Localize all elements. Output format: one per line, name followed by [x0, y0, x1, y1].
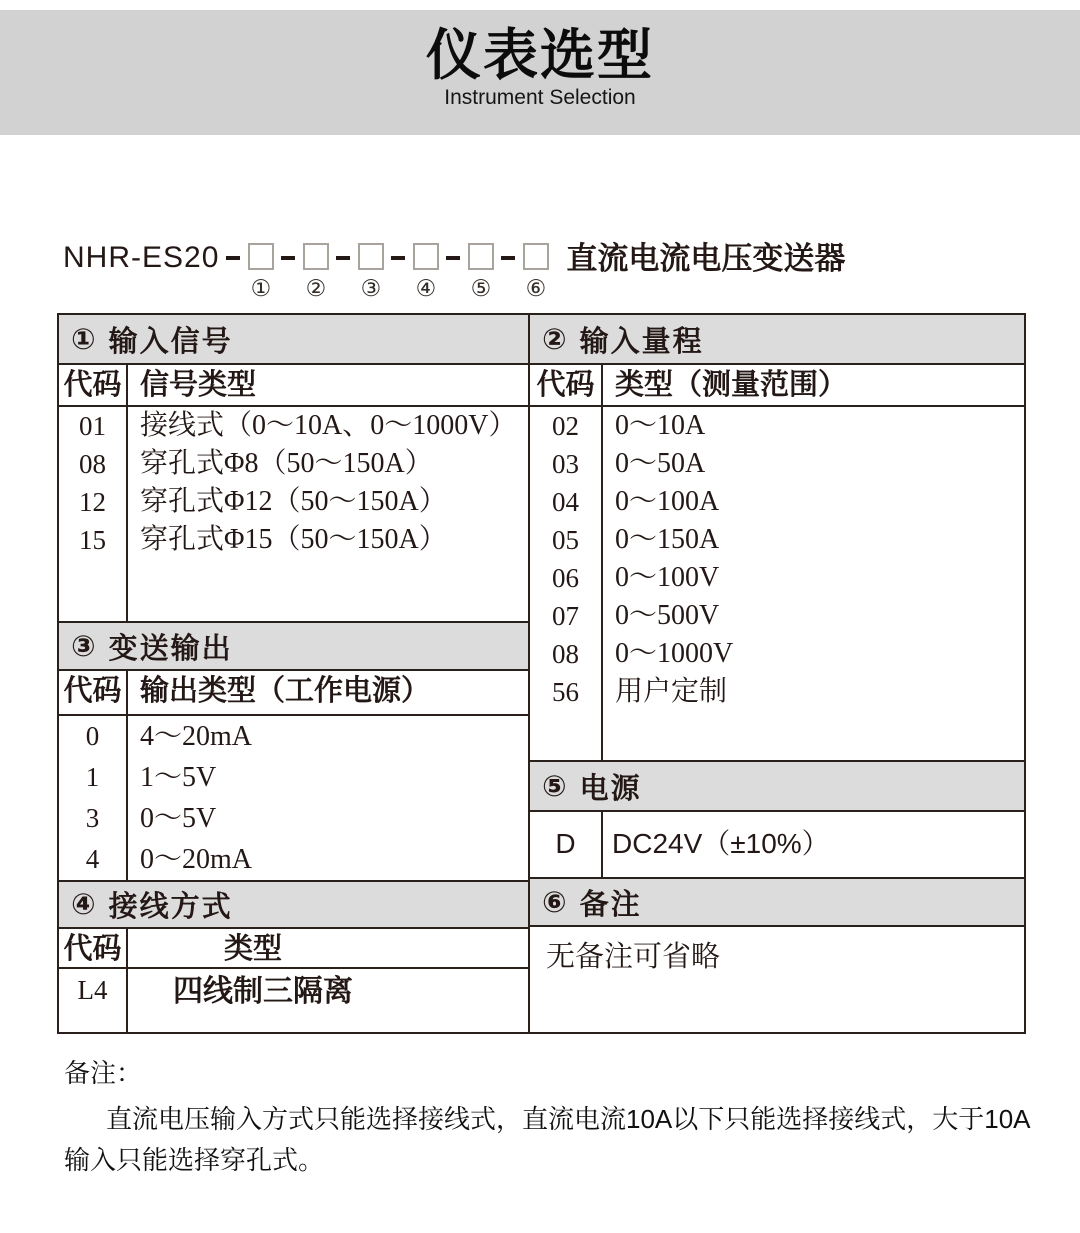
type-value: 0～500V — [615, 600, 720, 631]
type-column-header: 类型（测量范围） — [615, 369, 848, 401]
column-header-row — [59, 365, 528, 407]
code-box — [523, 243, 549, 270]
dash-separator — [446, 256, 460, 260]
footnote-title: 备注： — [64, 1058, 143, 1088]
code-column — [530, 407, 603, 760]
type-value: 穿孔式Φ8（50～150A） — [140, 448, 433, 479]
column-header-row — [530, 365, 1024, 407]
model-description: 直流电流电压变送器 — [566, 241, 846, 276]
code-value: 07 — [552, 601, 579, 631]
code-value: 08 — [552, 639, 579, 669]
type-column-header: 信号类型 — [140, 369, 257, 401]
page-subtitle: Instrument Selection — [444, 86, 636, 109]
remark-body — [530, 927, 1024, 1032]
slot-number: ④ — [415, 276, 437, 301]
dash-separator — [226, 256, 240, 260]
footnote-line-2: 输入只能选择穿孔式。 — [64, 1145, 325, 1175]
code-column — [59, 716, 128, 880]
slot-number: ② — [305, 276, 327, 301]
footnote — [64, 1056, 1054, 1181]
code-value: 03 — [552, 449, 579, 479]
section-header-input-signal — [59, 315, 528, 365]
section-number: ③ — [71, 630, 96, 663]
model-slot-1 — [247, 242, 274, 301]
slot-number: ① — [250, 276, 272, 301]
code-value: 4 — [85, 844, 100, 874]
model-slot-3 — [357, 242, 384, 301]
type-value: 0～100V — [615, 562, 720, 593]
power-rows — [530, 812, 1024, 879]
wiring-rows — [59, 969, 528, 1032]
type-value: 接线式（0～10A、0～1000V） — [140, 410, 517, 441]
code-value: 05 — [552, 525, 579, 555]
code-column — [530, 812, 603, 877]
type-value: DC24V（±10%） — [612, 828, 830, 859]
type-column — [603, 407, 1024, 760]
code-value: L4 — [77, 975, 108, 1005]
type-value: 0～100A — [615, 486, 720, 517]
footnote-line-1: 直流电压输入方式只能选择接线式，直流电流10A以下只能选择接线式，大于10A — [106, 1104, 1031, 1134]
code-column — [59, 407, 128, 621]
section-title: 输入量程 — [579, 325, 704, 358]
section-header-wiring — [59, 882, 528, 929]
code-value: 56 — [552, 677, 579, 707]
code-value: D — [555, 828, 576, 859]
type-value: 用户定制 — [615, 676, 728, 707]
type-value: 0～150A — [615, 524, 720, 555]
code-column-header: 代码 — [59, 671, 128, 714]
type-column — [128, 407, 528, 621]
header-banner — [0, 10, 1080, 135]
type-column — [128, 969, 528, 1032]
dash-separator — [336, 256, 350, 260]
code-column — [59, 969, 128, 1032]
model-prefix: NHR-ES20 — [63, 241, 220, 274]
type-value: 1～5V — [140, 762, 217, 793]
type-value: 0～10A — [615, 410, 706, 441]
code-value: 1 — [85, 762, 100, 792]
slot-number: ⑥ — [525, 276, 547, 301]
code-column-header: 代码 — [59, 365, 128, 405]
code-value: 08 — [79, 449, 106, 479]
code-box — [358, 243, 384, 270]
table-left-column — [59, 315, 530, 1032]
code-box — [303, 243, 329, 270]
code-column-header: 代码 — [59, 929, 128, 967]
model-slot-4 — [412, 242, 439, 301]
code-box — [468, 243, 494, 270]
code-column-header: 代码 — [530, 365, 603, 405]
type-column — [603, 812, 1024, 877]
page-title: 仪表选型 — [425, 24, 654, 86]
code-value: 06 — [552, 563, 579, 593]
slot-number: ⑤ — [470, 276, 492, 301]
input-signal-rows — [59, 407, 528, 623]
dash-separator — [391, 256, 405, 260]
type-value: 穿孔式Φ15（50～150A） — [140, 524, 447, 555]
type-value: 四线制三隔离 — [173, 975, 353, 1008]
table-right-column — [530, 315, 1024, 1032]
section-number: ① — [71, 323, 96, 356]
remark-note: 无备注可省略 — [546, 941, 721, 973]
section-number: ④ — [71, 889, 96, 921]
section-title: 输入信号 — [108, 325, 233, 358]
model-slot-5 — [467, 242, 494, 301]
code-value: 0 — [85, 721, 100, 751]
code-box — [413, 243, 439, 270]
type-value: 0～5V — [140, 803, 217, 834]
code-box — [248, 243, 274, 270]
type-value: 4～20mA — [140, 721, 253, 752]
section-header-power — [530, 762, 1024, 812]
model-slot-6 — [522, 242, 549, 301]
model-code-line — [63, 242, 845, 301]
code-value: 02 — [552, 411, 579, 441]
section-header-input-range — [530, 315, 1024, 365]
section-number: ② — [542, 323, 567, 356]
type-column-header: 输出类型（工作电源） — [140, 675, 431, 707]
type-value: 穿孔式Φ12（50～150A） — [140, 486, 447, 517]
output-rows — [59, 716, 528, 882]
section-number: ⑤ — [542, 770, 567, 803]
type-value: 0～50A — [615, 448, 706, 479]
input-range-rows — [530, 407, 1024, 762]
dash-separator — [501, 256, 515, 260]
dash-separator — [281, 256, 295, 260]
type-value: 0～1000V — [615, 638, 734, 669]
model-slot-2 — [302, 242, 329, 301]
selection-table — [57, 313, 1026, 1034]
slot-number: ③ — [360, 276, 382, 301]
section-header-output — [59, 623, 528, 671]
code-value: 3 — [85, 803, 100, 833]
type-column-header: 类型 — [223, 933, 282, 965]
code-value: 04 — [552, 487, 579, 517]
code-value: 01 — [79, 411, 106, 441]
type-value: 0～20mA — [140, 844, 253, 875]
section-header-remark — [530, 879, 1024, 927]
code-value: 12 — [79, 487, 106, 517]
column-header-row — [59, 671, 528, 716]
section-title: 接线方式 — [108, 891, 233, 923]
column-header-row — [59, 929, 528, 969]
type-column — [128, 716, 528, 880]
code-value: 15 — [79, 525, 106, 555]
section-number: ⑥ — [542, 886, 567, 919]
section-title: 电源 — [579, 772, 642, 805]
section-title: 变送输出 — [108, 632, 233, 665]
section-title: 备注 — [579, 888, 642, 921]
